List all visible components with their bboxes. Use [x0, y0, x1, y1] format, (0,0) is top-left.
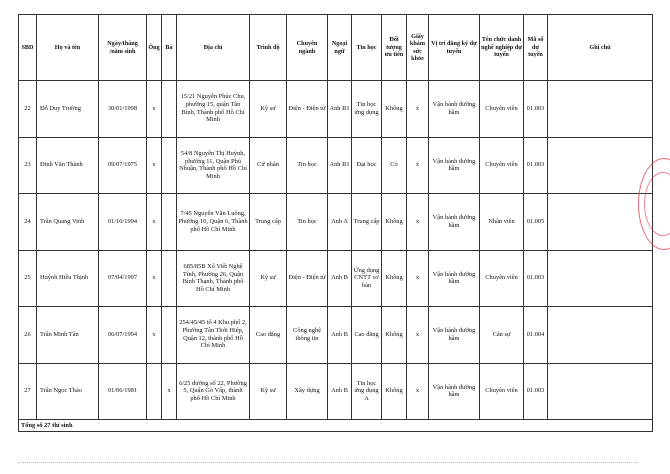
header-major: Chuyên ngành	[287, 15, 328, 81]
cell-title: Chuyên viên	[480, 363, 524, 420]
cell-note	[548, 137, 653, 194]
cell-dob: 30/01/1998	[99, 81, 147, 138]
cell-major: Công nghệ thông tin	[287, 307, 328, 364]
cell-code: 01.003	[524, 363, 548, 420]
cell-foreign-lang: Anh B	[328, 307, 352, 364]
cell-position: Vận hành đường hầm	[429, 81, 480, 138]
header-health: Giấy khám sức khỏe	[407, 15, 429, 81]
cell-note	[548, 363, 653, 420]
header-position: Vị trí đăng ký dự tuyển	[429, 15, 480, 81]
header-sbd: SBD	[19, 15, 37, 81]
cell-sbd: 23	[19, 137, 37, 194]
cell-address: 6/25 đường số 22, Phường 5, Quận Gò Vấp, thành phố Hồ Chí Minh	[177, 363, 250, 420]
cell-sbd: 26	[19, 307, 37, 364]
cell-position: Vận hành đường hầm	[429, 363, 480, 420]
cell-sbd: 24	[19, 194, 37, 251]
cell-position: Vận hành đường hầm	[429, 307, 480, 364]
cell-it: Tin học ứng dụng	[352, 81, 382, 138]
header-priority: Đối tượng ưu tiên	[382, 15, 407, 81]
page-bottom-dotted-line	[18, 456, 638, 463]
cell-it: Trung cấp	[352, 194, 382, 251]
cell-priority: Không	[382, 81, 407, 138]
cell-code: 01.004	[524, 307, 548, 364]
cell-name: Trần Ngọc Thảo	[37, 363, 99, 420]
cell-foreign-lang: Anh B1	[328, 81, 352, 138]
cell-ba	[162, 250, 177, 307]
cell-title: Chuyên viên	[480, 137, 524, 194]
cell-it: Cao đẳng	[352, 307, 382, 364]
cell-address: 15/21 Nguyễn Phúc Chu, phường 15, quận Tân Bình, Thành phố Hồ Chí Minh	[177, 81, 250, 138]
candidate-table	[18, 14, 653, 432]
cell-title: Nhân viên	[480, 194, 524, 251]
cell-foreign-lang: Anh B	[328, 250, 352, 307]
cell-it: Tin học ứng dụng A	[352, 363, 382, 420]
cell-code: 01.003	[524, 137, 548, 194]
cell-ba: x	[162, 363, 177, 420]
cell-note	[548, 250, 653, 307]
table-row	[19, 194, 653, 251]
header-it: Tin học	[352, 15, 382, 81]
cell-foreign-lang: Anh A	[328, 194, 352, 251]
cell-name: Đinh Văn Thành	[37, 137, 99, 194]
cell-ba	[162, 81, 177, 138]
total-count: Tổng số 27 thí sinh	[19, 420, 653, 432]
header-ba: Bà	[162, 15, 177, 81]
cell-major: Điện - Điện tử	[287, 81, 328, 138]
table-row	[19, 81, 653, 138]
cell-health: x	[407, 363, 429, 420]
cell-health: x	[407, 194, 429, 251]
header-name: Họ và tên	[37, 15, 99, 81]
cell-sbd: 25	[19, 250, 37, 307]
cell-title: Chuyên viên	[480, 81, 524, 138]
cell-major: Tin học	[287, 194, 328, 251]
cell-note	[548, 194, 653, 251]
cell-dob: 06/07/1994	[99, 307, 147, 364]
cell-ong: x	[147, 194, 162, 251]
header-title: Tên chức danh nghề nghiệp dự tuyển	[480, 15, 524, 81]
cell-dob: 01/10/1994	[99, 194, 147, 251]
cell-level: Kỹ sư	[250, 363, 287, 420]
header-foreign-lang: Ngoại ngữ	[328, 15, 352, 81]
cell-major: Điện - Điện tử	[287, 250, 328, 307]
cell-it: Ứng dụng CNTT cơ bản	[352, 250, 382, 307]
cell-sbd: 22	[19, 81, 37, 138]
cell-code: 01.003	[524, 81, 548, 138]
cell-position: Vận hành đường hầm	[429, 194, 480, 251]
header-dob: Ngày/tháng /năm sinh	[99, 15, 147, 81]
cell-name: Trần Quang Vinh	[37, 194, 99, 251]
cell-note	[548, 81, 653, 138]
cell-code: 01.003	[524, 250, 548, 307]
cell-ba	[162, 194, 177, 251]
cell-priority: Có	[382, 137, 407, 194]
cell-position: Vận hành đường hầm	[429, 250, 480, 307]
cell-health: x	[407, 250, 429, 307]
cell-level: Kỹ sư	[250, 250, 287, 307]
cell-name: Đỗ Duy Trường	[37, 81, 99, 138]
cell-name: Huỳnh Hiếu Thịnh	[37, 250, 99, 307]
cell-ba	[162, 307, 177, 364]
cell-ong	[147, 363, 162, 420]
cell-health: x	[407, 137, 429, 194]
cell-level: Trung cấp	[250, 194, 287, 251]
cell-major: Xây dựng	[287, 363, 328, 420]
cell-level: Cử nhân	[250, 137, 287, 194]
cell-title: Cán sự	[480, 307, 524, 364]
cell-position: Vận hành đường hầm	[429, 137, 480, 194]
cell-priority: Không	[382, 363, 407, 420]
header-ong: Ông	[147, 15, 162, 81]
cell-level: Kỹ sư	[250, 81, 287, 138]
cell-address: 254/45/45 tổ 4 Khu phố 2, Phường Tân Thới Hiệp, Quận 12, thành phố Hồ Chí Minh	[177, 307, 250, 364]
cell-foreign-lang: Anh B	[328, 363, 352, 420]
header-code: Mã số dự tuyển	[524, 15, 548, 81]
cell-health: x	[407, 81, 429, 138]
cell-name: Trần Minh Tân	[37, 307, 99, 364]
cell-address: 54/8 Nguyễn Thị Huỳnh, phường 11, Quận Phú Nhuận, Thành phố Hồ Chí Minh	[177, 137, 250, 194]
table-header-row	[19, 15, 653, 81]
cell-ong: x	[147, 307, 162, 364]
table-row	[19, 363, 653, 420]
cell-ong: x	[147, 250, 162, 307]
cell-ba	[162, 137, 177, 194]
table-row	[19, 250, 653, 307]
cell-address: 7/45 Nguyễn Văn Luông, Phường 10, Quận 6, Thành phố Hồ Chí Minh	[177, 194, 250, 251]
cell-dob: 09/07/1975	[99, 137, 147, 194]
cell-dob: 01/06/1981	[99, 363, 147, 420]
cell-code: 01.005	[524, 194, 548, 251]
cell-ong: x	[147, 81, 162, 138]
total-row	[19, 420, 653, 432]
cell-health: x	[407, 307, 429, 364]
cell-level: Cao đẳng	[250, 307, 287, 364]
cell-it: Đại học	[352, 137, 382, 194]
cell-title: Chuyên viên	[480, 250, 524, 307]
cell-priority: Không	[382, 194, 407, 251]
cell-address: 685/85B Xô Viết Nghệ Tĩnh, Phường 26, Quận Bình Thạnh, Thành phố Hồ Chí Minh	[177, 250, 250, 307]
cell-foreign-lang: Anh B1	[328, 137, 352, 194]
cell-ong: x	[147, 137, 162, 194]
cell-priority: Không	[382, 250, 407, 307]
cell-sbd: 27	[19, 363, 37, 420]
header-address: Địa chỉ	[177, 15, 250, 81]
cell-priority: Không	[382, 307, 407, 364]
cell-dob: 07/04/1997	[99, 250, 147, 307]
table-row	[19, 137, 653, 194]
header-note: Ghi chú	[548, 15, 653, 81]
table-row	[19, 307, 653, 364]
cell-note	[548, 307, 653, 364]
cell-major: Tin học	[287, 137, 328, 194]
header-level: Trình độ	[250, 15, 287, 81]
